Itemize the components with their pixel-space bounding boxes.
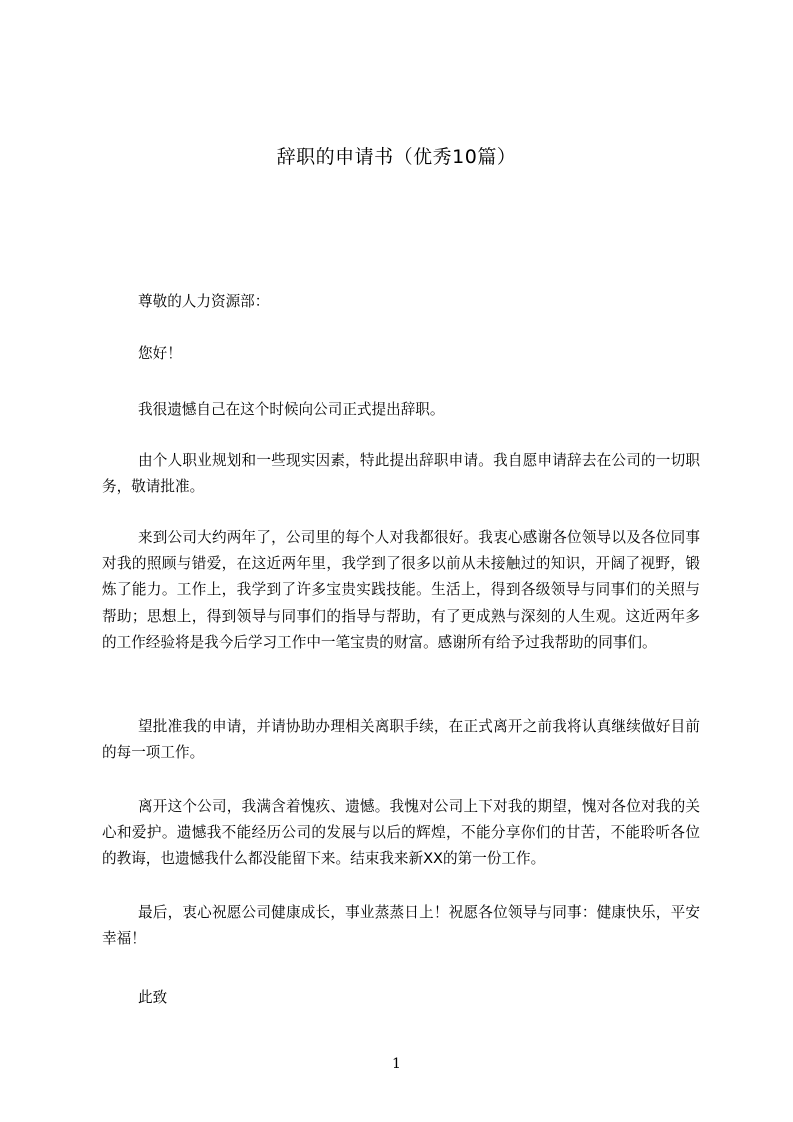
paragraph: 由个人职业规划和一些现实因素，特此提出辞职申请。我自愿申请辞去在公司的一切职务，敬请批准。 <box>102 452 700 496</box>
paragraph: 离开这个公司，我满含着愧疚、遗憾。我愧对公司上下对我的期望，愧对各位对我的关心和爱护。遗憾我不能经历公司的发展与以后的辉煌，不能分享你们的甘苦，不能聆听各位的教诲，也遗憾我什么都没能留下来。结束我来新XX的第一份工作。 <box>102 798 700 868</box>
paragraph: 最后，衷心祝愿公司健康成长，事业蒸蒸日上！祝愿各位领导与同事：健康快乐，平安幸福！ <box>102 904 700 948</box>
greeting: 您好！ <box>138 345 182 362</box>
paragraph: 望批准我的申请，并请协助办理相关离职手续，在正式离开之前我将认真继续做好目前的每一项工作。 <box>102 718 700 762</box>
paragraph: 来到公司大约两年了，公司里的每个人对我都很好。我衷心感谢各位领导以及各位同事对我的照顾与错爱，在这近两年里，我学到了很多以前从未接触过的知识，开阔了视野，锻炼了能力。工作上，我学到了许多宝贵实践技能。生活上，得到各级领导与同事们的关照与帮助；思想上，得到领导与同事们的指导与帮助，有了更成熟与深刻的人生观。这近两年多的工作经验将是我今后学习工作中一笔宝贵的财富。感谢所有给予过我帮助的同事们。 <box>102 529 700 651</box>
paragraph: 我很遗憾自己在这个时候向公司正式提出辞职。 <box>138 401 445 418</box>
closing: 此致 <box>138 989 168 1006</box>
document-title: 辞职的申请书（优秀10篇） <box>276 146 517 168</box>
salutation: 尊敬的人力资源部： <box>138 293 270 310</box>
page-number: 1 <box>392 1056 401 1072</box>
